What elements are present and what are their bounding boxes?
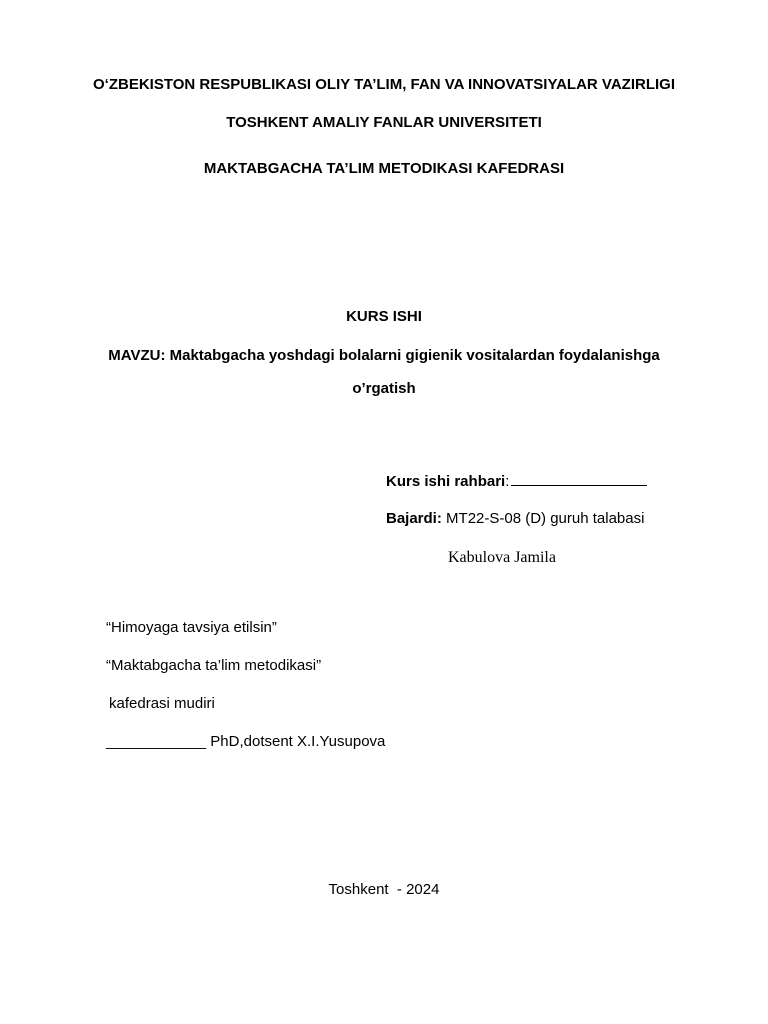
topic-line-1 <box>0 346 768 366</box>
author-group: MT22-S-08 (D) guruh talabasi <box>446 510 645 527</box>
supervisor-label: Kurs ishi rahbari <box>386 473 506 490</box>
author-label: Bajardi: <box>386 510 442 527</box>
place-year: Toshkent - 2024 <box>328 881 440 898</box>
approval-signature-line <box>106 732 385 752</box>
approval-line-1: “Himoyaga tavsiya etilsin” <box>106 619 277 636</box>
department-heading: MAKTABGACHA TA’LIM METODIKASI KAFEDRASI <box>203 160 565 177</box>
author-line <box>386 509 644 529</box>
approval-line-2: “Maktabgacha ta’lim metodikasi” <box>106 657 322 674</box>
approval-line-3: kafedrasi mudiri <box>109 695 215 712</box>
university-heading: TOSHKENT AMALIY FANLAR UNIVERSITETI <box>226 114 542 131</box>
topic-line-2: o’rgatish <box>352 380 416 397</box>
topic-label: MAVZU: <box>108 347 166 364</box>
document-type-title: KURS ISHI <box>346 308 422 325</box>
department-head-name: PhD,dotsent X.I.Yusupova <box>210 733 386 750</box>
signature-blank: ____________ <box>106 733 207 750</box>
ministry-heading: O‘ZBEKISTON RESPUBLIKASI OLIY TA’LIM, FAN VA INNOVATSIYALAR VAZIRLIGI <box>93 76 675 93</box>
author-name: Kabulova Jamila <box>448 549 556 566</box>
topic-text-1: Maktabgacha yoshdagi bolalarni gigienik vositalardan foydalanishga <box>169 347 660 364</box>
supervisor-blank <box>511 471 647 486</box>
supervisor-colon: : <box>505 473 510 490</box>
supervisor-line <box>386 471 647 492</box>
